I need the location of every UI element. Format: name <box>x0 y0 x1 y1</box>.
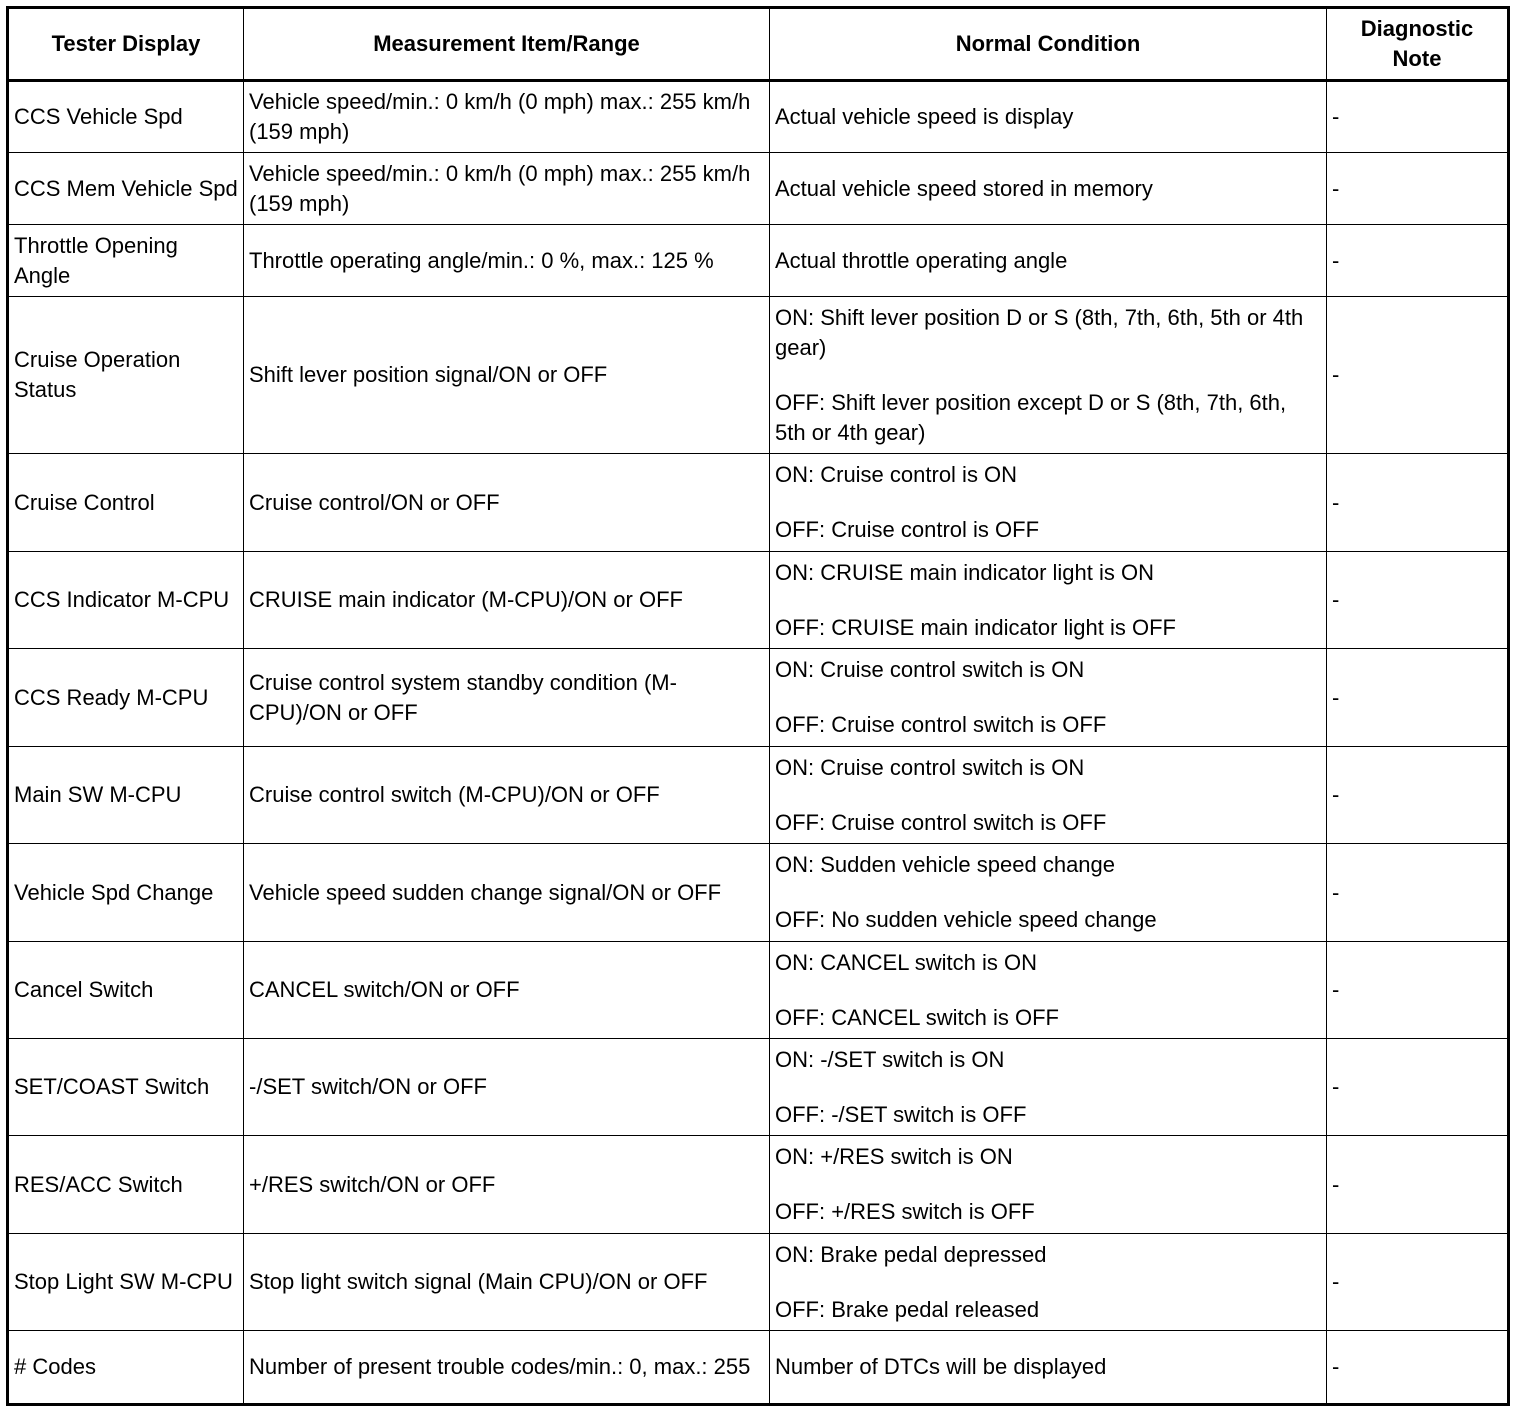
cell-normal-condition <box>770 297 1327 454</box>
cell-diagnostic-note: - <box>1327 1331 1509 1405</box>
cell-measurement: Shift lever position signal/ON or OFF <box>244 297 770 454</box>
condition-line: ON: -/SET switch is ON <box>775 1046 1005 1072</box>
cell-measurement: +/RES switch/ON or OFF <box>244 1136 770 1234</box>
condition-line: ON: Cruise control switch is ON <box>775 754 1085 780</box>
table-row <box>8 1234 1509 1331</box>
cell-tester-display: CCS Ready M-CPU <box>8 649 244 747</box>
cell-measurement: Number of present trouble codes/min.: 0, max.: 255 <box>244 1331 770 1405</box>
table-row <box>8 844 1509 942</box>
cell-diagnostic-note: - <box>1327 1234 1509 1331</box>
cell-diagnostic-note: - <box>1327 1039 1509 1136</box>
data-monitor-table <box>6 6 1510 1406</box>
cell-diagnostic-note: - <box>1327 81 1509 153</box>
condition-line: Number of DTCs will be displayed <box>775 1354 1107 1379</box>
table-row <box>8 552 1509 649</box>
cell-diagnostic-note: - <box>1327 454 1509 552</box>
cell-normal-condition <box>770 747 1327 844</box>
condition-line: OFF: CANCEL switch is OFF <box>775 1004 1059 1030</box>
cell-tester-display: Vehicle Spd Change <box>8 844 244 942</box>
cell-measurement: Vehicle speed/min.: 0 km/h (0 mph) max.: 255 km/h (159 mph) <box>244 153 770 225</box>
cell-measurement: Stop light switch signal (Main CPU)/ON or OFF <box>244 1234 770 1331</box>
cell-diagnostic-note: - <box>1327 153 1509 225</box>
cell-diagnostic-note: - <box>1327 225 1509 297</box>
condition-line: OFF: Shift lever position except D or S (8th, 7th, 6th, 5th or 4th gear) <box>775 389 1287 445</box>
cell-normal-condition <box>770 153 1327 225</box>
cell-measurement: -/SET switch/ON or OFF <box>244 1039 770 1136</box>
table-row <box>8 297 1509 454</box>
cell-normal-condition <box>770 552 1327 649</box>
cell-tester-display: Throttle Opening Angle <box>8 225 244 297</box>
condition-line: OFF: -/SET switch is OFF <box>775 1101 1027 1127</box>
cell-tester-display: CCS Vehicle Spd <box>8 81 244 153</box>
cell-tester-display: CCS Mem Vehicle Spd <box>8 153 244 225</box>
cell-tester-display: CCS Indicator M-CPU <box>8 552 244 649</box>
table-row <box>8 81 1509 153</box>
cell-normal-condition <box>770 1234 1327 1331</box>
condition-line: ON: Cruise control is ON <box>775 462 1018 487</box>
table-row <box>8 454 1509 552</box>
cell-normal-condition <box>770 1039 1327 1136</box>
cell-normal-condition <box>770 1136 1327 1234</box>
condition-line: ON: +/RES switch is ON <box>775 1144 1013 1169</box>
cell-tester-display: RES/ACC Switch <box>8 1136 244 1234</box>
table-body <box>8 81 1509 1405</box>
cell-diagnostic-note: - <box>1327 844 1509 942</box>
cell-measurement: Throttle operating angle/min.: 0 %, max.: 125 % <box>244 225 770 297</box>
condition-line: OFF: Cruise control switch is OFF <box>775 809 1107 835</box>
condition-line: OFF: CRUISE main indicator light is OFF <box>775 614 1176 640</box>
cell-diagnostic-note: - <box>1327 1136 1509 1234</box>
header-normal-condition: Normal Condition <box>770 8 1327 81</box>
condition-line: Actual throttle operating angle <box>775 247 1068 273</box>
cell-tester-display: Stop Light SW M-CPU <box>8 1234 244 1331</box>
condition-line: Actual vehicle speed is display <box>775 104 1074 129</box>
cell-diagnostic-note: - <box>1327 942 1509 1039</box>
table-row <box>8 942 1509 1039</box>
header-diagnostic-note: Diagnostic Note <box>1327 8 1509 81</box>
condition-line: OFF: Cruise control is OFF <box>775 517 1040 542</box>
table-row <box>8 153 1509 225</box>
table-row <box>8 649 1509 747</box>
cell-measurement: Vehicle speed sudden change signal/ON or OFF <box>244 844 770 942</box>
condition-line: OFF: No sudden vehicle speed change <box>775 907 1157 932</box>
condition-line: ON: Brake pedal depressed <box>775 1241 1047 1267</box>
cell-diagnostic-note: - <box>1327 297 1509 454</box>
condition-line: OFF: Cruise control switch is OFF <box>775 712 1107 737</box>
table-row <box>8 225 1509 297</box>
cell-tester-display: Main SW M-CPU <box>8 747 244 844</box>
cell-measurement: CANCEL switch/ON or OFF <box>244 942 770 1039</box>
condition-line: ON: Shift lever position D or S (8th, 7th, 6th, 5th or 4th gear) <box>775 304 1304 360</box>
cell-measurement: Vehicle speed/min.: 0 km/h (0 mph) max.: 255 km/h (159 mph) <box>244 81 770 153</box>
condition-line: ON: Cruise control switch is ON <box>775 657 1085 682</box>
header-tester-display: Tester Display <box>8 8 244 81</box>
condition-line: ON: CRUISE main indicator light is ON <box>775 559 1154 585</box>
cell-diagnostic-note: - <box>1327 747 1509 844</box>
cell-normal-condition <box>770 942 1327 1039</box>
cell-measurement: CRUISE main indicator (M-CPU)/ON or OFF <box>244 552 770 649</box>
cell-tester-display: # Codes <box>8 1331 244 1405</box>
cell-normal-condition <box>770 649 1327 747</box>
cell-tester-display: Cancel Switch <box>8 942 244 1039</box>
cell-diagnostic-note: - <box>1327 552 1509 649</box>
cell-normal-condition <box>770 1331 1327 1405</box>
cell-normal-condition <box>770 454 1327 552</box>
condition-line: OFF: +/RES switch is OFF <box>775 1199 1035 1224</box>
table-row <box>8 1136 1509 1234</box>
condition-line: ON: Sudden vehicle speed change <box>775 852 1116 877</box>
cell-measurement: Cruise control switch (M-CPU)/ON or OFF <box>244 747 770 844</box>
cell-normal-condition <box>770 225 1327 297</box>
table-row <box>8 1331 1509 1405</box>
cell-measurement: Cruise control/ON or OFF <box>244 454 770 552</box>
condition-line: Actual vehicle speed stored in memory <box>775 175 1153 201</box>
condition-line: ON: CANCEL switch is ON <box>775 949 1038 975</box>
cell-measurement: Cruise control system standby condition (M-CPU)/ON or OFF <box>244 649 770 747</box>
cell-tester-display: Cruise Control <box>8 454 244 552</box>
condition-line: OFF: Brake pedal released <box>775 1296 1040 1322</box>
cell-diagnostic-note: - <box>1327 649 1509 747</box>
cell-tester-display: Cruise Operation Status <box>8 297 244 454</box>
table-header-row <box>8 8 1509 81</box>
cell-normal-condition <box>770 844 1327 942</box>
header-measurement: Measurement Item/Range <box>244 8 770 81</box>
cell-tester-display: SET/COAST Switch <box>8 1039 244 1136</box>
table-row <box>8 747 1509 844</box>
cell-normal-condition <box>770 81 1327 153</box>
table-row <box>8 1039 1509 1136</box>
